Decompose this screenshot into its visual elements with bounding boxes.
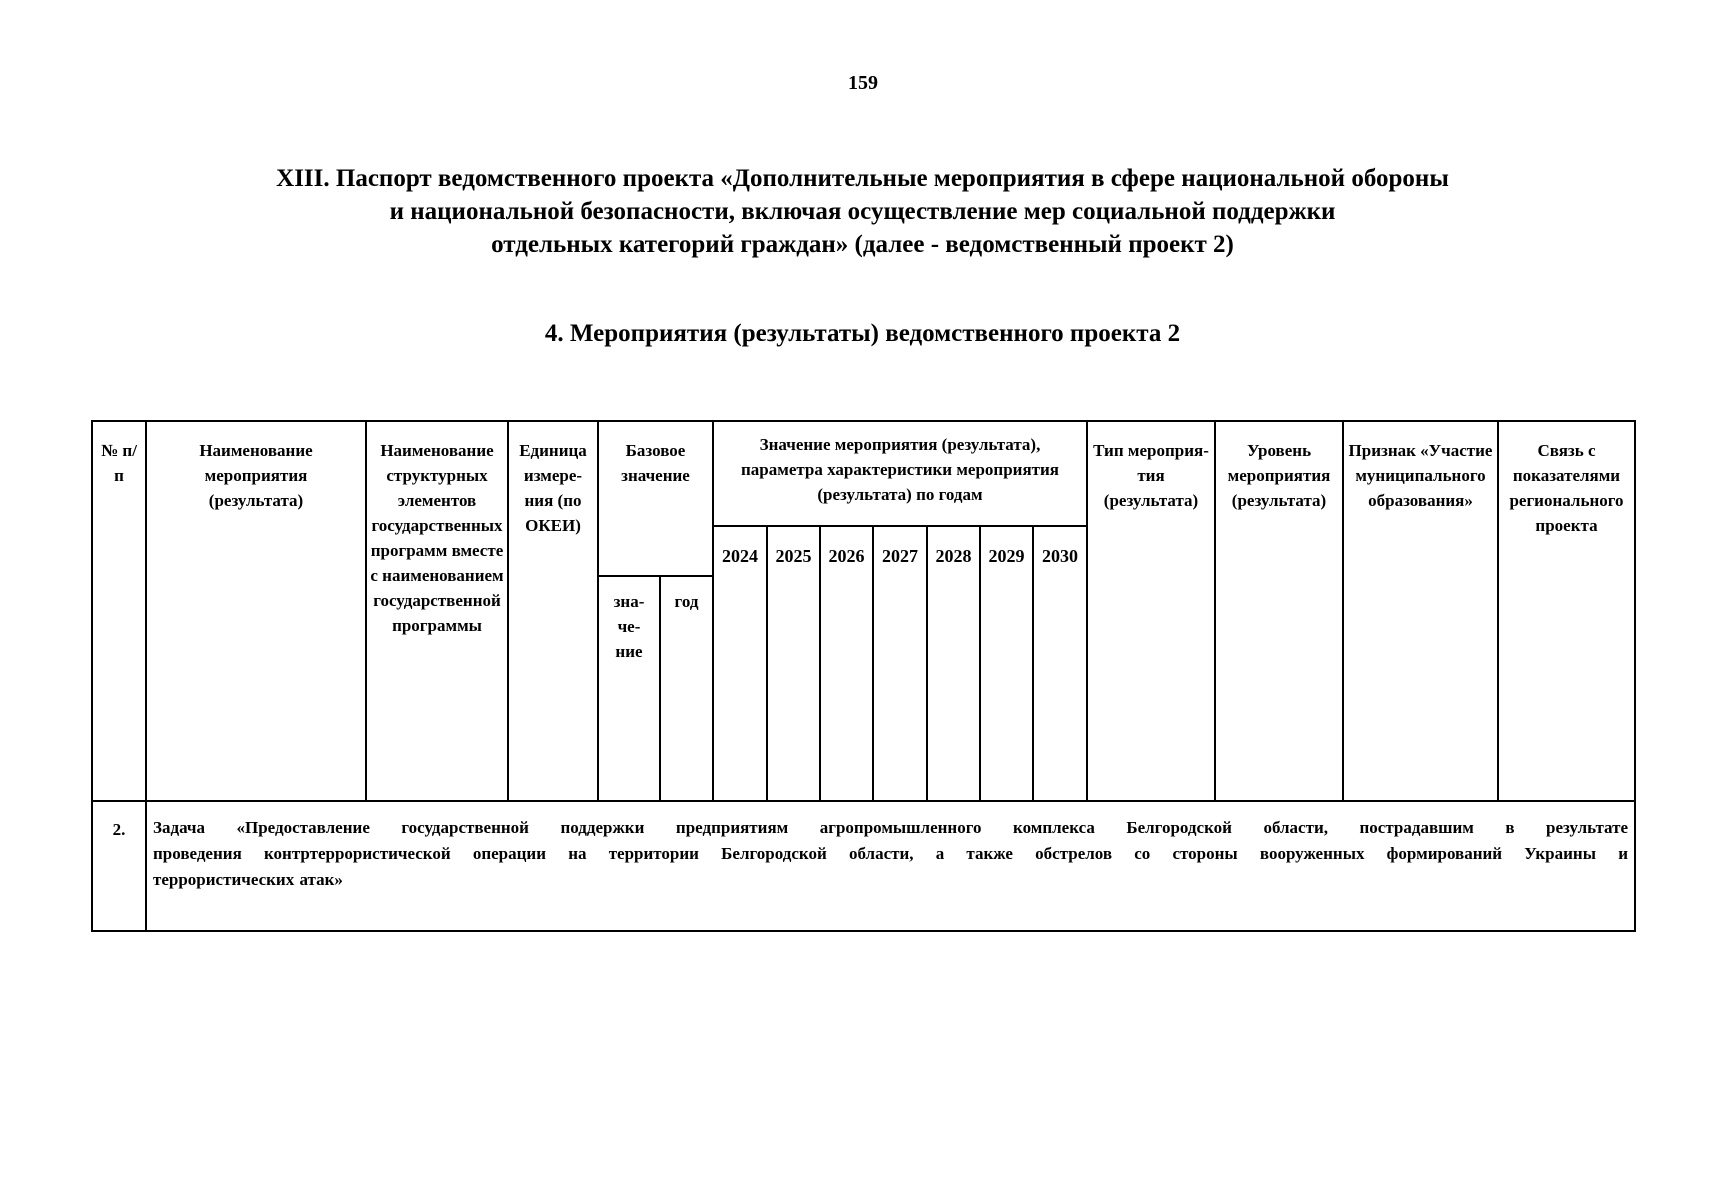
header-type: Тип мероприятия (результата) bbox=[1087, 421, 1215, 801]
header-year: 2030 bbox=[1033, 526, 1087, 801]
task-row-text bbox=[146, 801, 1635, 931]
header-year: 2025 bbox=[767, 526, 820, 801]
header-name: Наименование мероприятия (результата) bbox=[146, 421, 366, 801]
page-number: 159 bbox=[848, 72, 878, 94]
header-year: 2024 bbox=[713, 526, 767, 801]
heading-line: и национальной безопасности, включая осуществление мер социальной поддержки bbox=[389, 198, 1336, 225]
header-num: № п/п bbox=[92, 421, 146, 801]
heading-line: отдельных категорий граждан» (далее - ведомственный проект 2) bbox=[491, 231, 1234, 258]
task-line: террористических атак» bbox=[153, 870, 343, 889]
header-base: Базовое значение bbox=[598, 421, 713, 576]
task-line: проведения контртеррористической операции на территории Белгородской области, а также обстрелов со стороны вооруженных формирований Украины и bbox=[153, 844, 1628, 863]
header-link: Связь с показателями регионального проекта bbox=[1498, 421, 1635, 801]
header-base-value: значение bbox=[598, 576, 660, 801]
activities-table bbox=[91, 420, 1636, 932]
header-year: 2029 bbox=[980, 526, 1033, 801]
header-base-year: год bbox=[660, 576, 713, 801]
header-structural: Наименование структурных элементов государственных программ вместе с наименованием государственной программы bbox=[366, 421, 508, 801]
section-heading bbox=[150, 162, 1575, 261]
header-level: Уровень мероприятия (результата) bbox=[1215, 421, 1343, 801]
header-municipal: Признак «Участие муниципального образования» bbox=[1343, 421, 1498, 801]
table-title: 4. Мероприятия (результаты) ведомственного проекта 2 bbox=[544, 320, 1181, 347]
heading-line: XIII. Паспорт ведомственного проекта «Дополнительные мероприятия в сфере национальной обороны bbox=[276, 165, 1449, 192]
header-unit: Единица измерения (по ОКЕИ) bbox=[508, 421, 598, 801]
header-year: 2026 bbox=[820, 526, 873, 801]
header-values-group: Значение мероприятия (результата), параметра характеристики мероприятия (результата) по годам bbox=[713, 421, 1087, 526]
task-line: Задача «Предоставление государственной поддержки предприятиям агропромышленного комплекса Белгородской области, пострадавшим в результате bbox=[153, 818, 1628, 837]
header-year: 2027 bbox=[873, 526, 927, 801]
header-year: 2028 bbox=[927, 526, 980, 801]
task-row-num: 2. bbox=[92, 801, 146, 931]
